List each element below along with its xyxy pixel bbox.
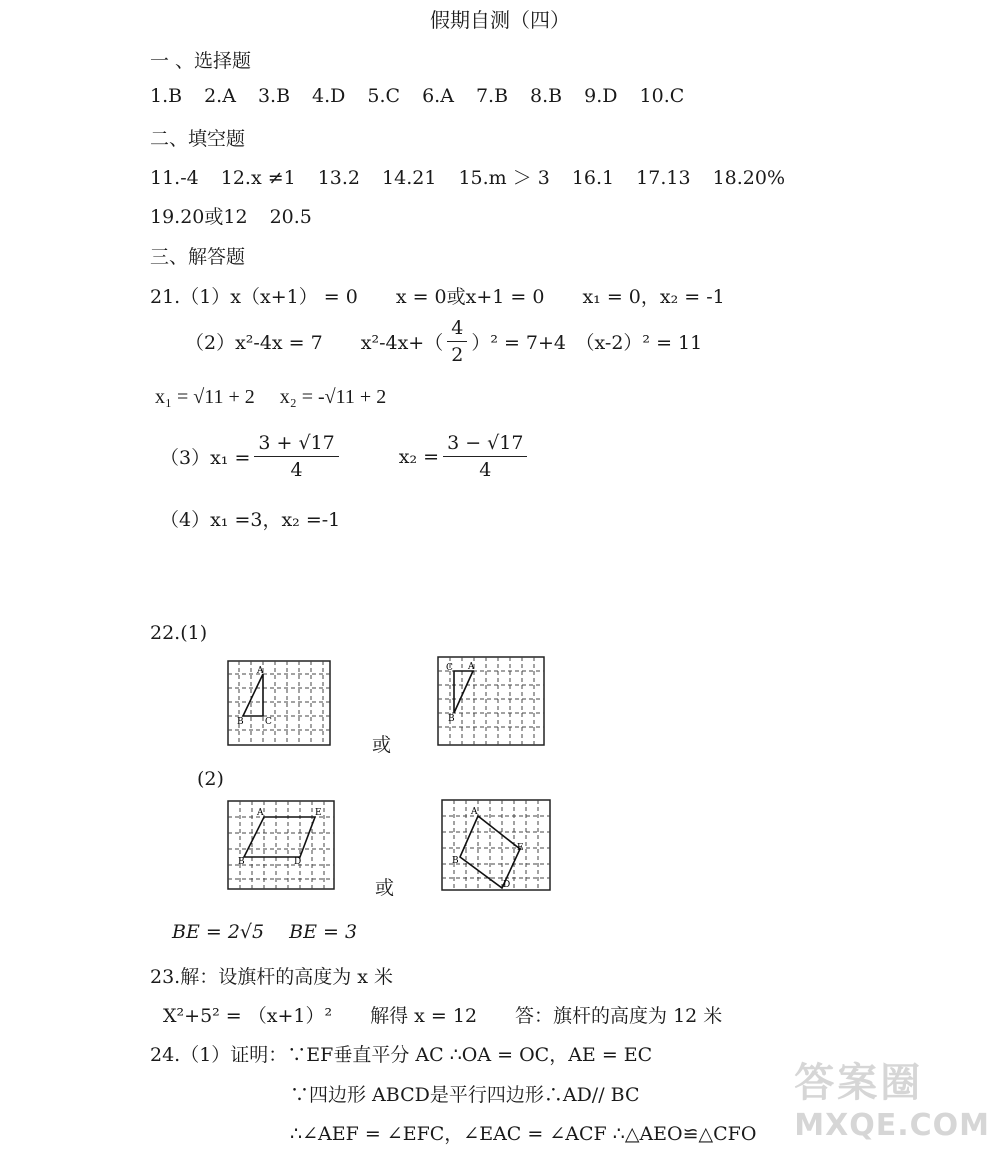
q21-part2 — [185, 315, 702, 368]
svg-text:D: D — [503, 880, 511, 890]
fraction-numerator: 4 — [447, 315, 467, 342]
svg-text:B: B — [237, 717, 244, 727]
answer-item: 9.D — [584, 85, 618, 107]
fraction-denominator: 4 — [479, 459, 492, 481]
q23-line1: 23.解：设旗杆的高度为 x 米 — [150, 966, 394, 988]
answer-item: 10.C — [639, 85, 685, 107]
svg-text:A: A — [257, 666, 264, 676]
section-solve: 三、解答题 — [150, 246, 246, 268]
grid-figure-1 — [227, 660, 331, 746]
answer-item: 3.B — [257, 85, 291, 107]
page-title: 假期自测（四） — [430, 8, 570, 32]
fill-answers-row1 — [150, 163, 807, 190]
grid-figure-3 — [227, 800, 335, 890]
fraction-denominator: 4 — [290, 459, 303, 481]
svg-text:A: A — [471, 807, 478, 817]
q21-part2-tail: ）² = 7+4 （x-2）² = 11 — [471, 332, 703, 354]
q21-part3-label: （3）x₁ = — [160, 447, 251, 469]
q22-be-values: BE = 2√5 BE = 3 — [172, 921, 358, 943]
q22-part1-label: 22.(1) — [150, 622, 208, 644]
q24-line1: 24.（1）证明：∵EF垂直平分 AC ∴OA = OC，AE = EC — [150, 1044, 653, 1066]
svg-text:B: B — [448, 714, 455, 724]
fill-answers-row2 — [150, 202, 334, 229]
svg-text:A: A — [257, 808, 264, 818]
answer-item: 13.2 — [317, 167, 361, 189]
grid-figure-2 — [437, 656, 545, 746]
answer-item: 11.-4 — [150, 167, 199, 189]
answer-item: 1.B — [150, 85, 183, 107]
answer-item: 2.A — [204, 85, 236, 107]
q21-part3-label2: x₂ = — [398, 445, 440, 468]
answer-item: 8.B — [530, 85, 563, 107]
answer-item: 12.x ≠1 — [220, 167, 296, 189]
svg-text:E: E — [315, 808, 322, 818]
answer-item: 7.B — [475, 85, 509, 107]
watermark-logo — [794, 1051, 990, 1143]
watermark-line2: MXQE.COM — [794, 1108, 990, 1143]
q23-line2: X²+5² = （x+1）² 解得 x = 12 答：旗杆的高度为 12 米 — [163, 1005, 723, 1027]
answer-item: 16.1 — [571, 167, 615, 189]
fraction-denominator: 2 — [451, 344, 464, 366]
q21-fraction — [447, 315, 467, 368]
svg-text:C: C — [446, 663, 453, 673]
watermark-line1: 答案圈 — [794, 1060, 924, 1106]
svg-text:B: B — [238, 857, 245, 867]
svg-text:E: E — [517, 843, 524, 853]
q22-part2-label: (2) — [197, 768, 224, 790]
or-label-2: 或 — [375, 877, 395, 899]
answer-item: 14.21 — [382, 167, 437, 189]
q21-part4: （4）x₁ =3，x₂ =-1 — [160, 509, 341, 531]
answer-item: 6.A — [422, 85, 454, 107]
or-label-1: 或 — [372, 734, 392, 756]
q21-part2-lead: （2）x²-4x = 7 x²-4x+（ — [185, 332, 444, 354]
section-choice: 一 、选择题 — [150, 50, 252, 72]
q24-line3: ∴∠AEF = ∠EFC，∠EAC = ∠ACF ∴△AEO≌△CFO — [290, 1123, 757, 1145]
q21-part2-solution: x₁ = √11 + 2 x₂ = -√11 + 2 — [155, 386, 387, 408]
q24-line2: ∵四边形 ABCD是平行四边形∴AD// BC — [290, 1084, 640, 1106]
fraction-numerator: 3 − √17 — [443, 430, 527, 457]
answer-item: 4.D — [312, 85, 346, 107]
svg-text:D: D — [294, 857, 302, 867]
grid-figure-4 — [441, 799, 551, 891]
choice-answers — [150, 85, 706, 107]
q21-part1: 21.（1）x（x+1） = 0 x = 0或x+1 = 0 x₁ = 0，x₂ = -1 — [150, 286, 725, 308]
answer-item: 15.m ＞ 3 — [458, 167, 550, 189]
answer-item: 19.20或12 — [150, 206, 248, 228]
answer-item: 20.5 — [269, 206, 312, 228]
svg-text:B: B — [452, 856, 459, 866]
answer-item: 18.20% — [712, 167, 786, 189]
answer-item: 17.13 — [636, 167, 691, 189]
q21-part3 — [160, 430, 531, 483]
q21-part3-fraction2 — [443, 430, 527, 483]
section-fill: 二、填空题 — [150, 128, 246, 150]
svg-text:C: C — [265, 717, 272, 727]
svg-text:A: A — [468, 662, 475, 672]
fraction-numerator: 3 + √17 — [254, 430, 338, 457]
answer-item: 5.C — [367, 85, 401, 107]
q21-part3-fraction1 — [254, 430, 338, 483]
